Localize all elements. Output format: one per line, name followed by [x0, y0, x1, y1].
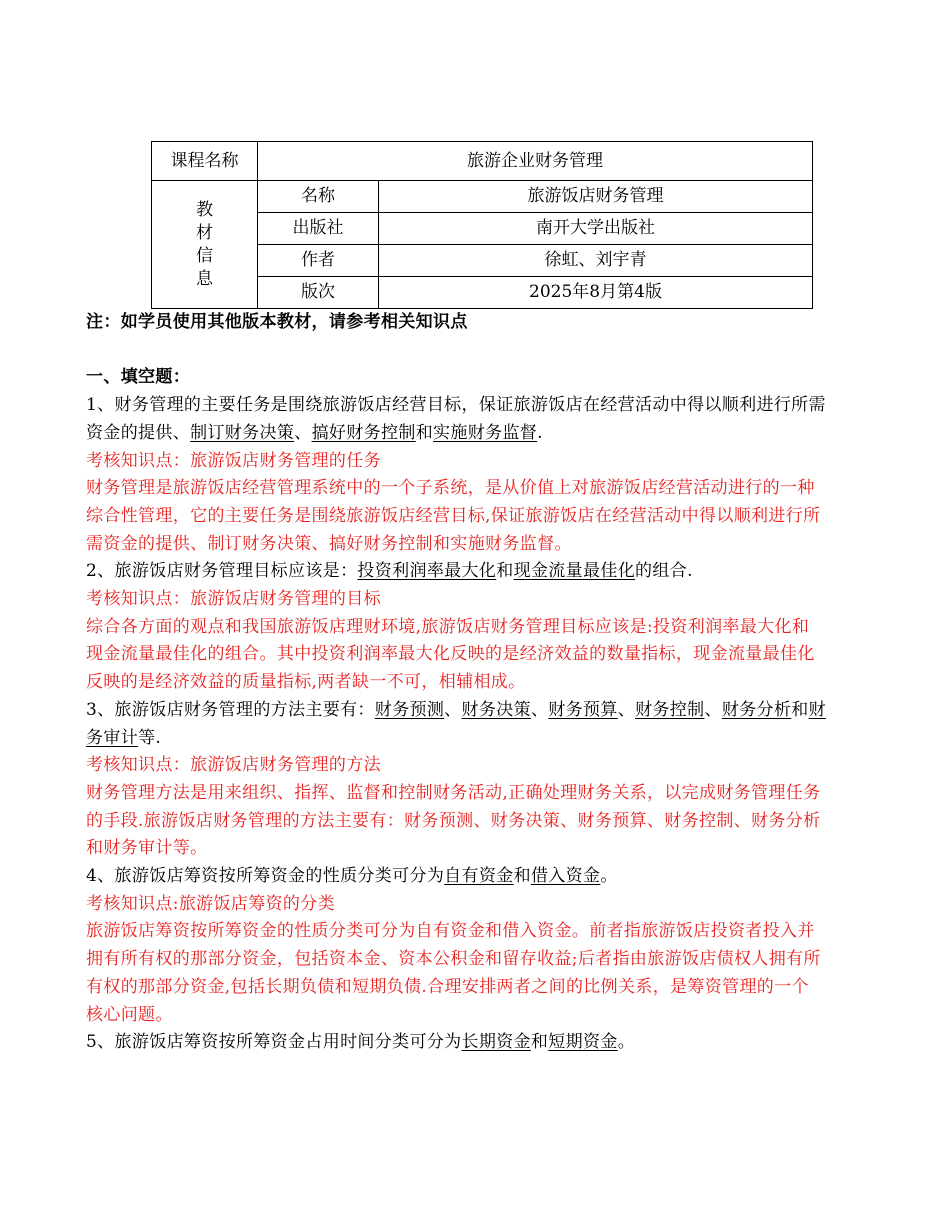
answer-blank: 财务预算	[548, 699, 618, 720]
answer-blank: 搞好财务控制	[311, 422, 416, 443]
knowledge-point-4: 考核知识点:旅游饭店筹资的分类	[86, 893, 335, 914]
explanation-line: 财务管理是旅游饭店经营管理系统中的一个子系统，是从价值上对旅游饭店经营活动进行的一种	[86, 478, 815, 499]
answer-blank: 实施财务监督	[433, 422, 538, 443]
answer-blank: 财务决策	[461, 699, 531, 720]
edition-value: 2025年8月第4版	[379, 277, 813, 309]
explanation-line: 财务管理方法是用来组织、指挥、监督和控制财务活动,正确处理财务关系，以完成财务管理任务	[86, 782, 821, 803]
textbook-name-value: 旅游饭店财务管理	[379, 181, 813, 213]
section-title: 一、填空题：	[86, 367, 191, 388]
answer-blank: 投资利润率最大化	[357, 561, 497, 582]
question-3-line-1: 3、旅游饭店财务管理的方法主要有：财务预测、财务决策、财务预算、财务控制、财务分析和财	[86, 699, 826, 720]
answer-blank: 借入资金	[530, 866, 601, 887]
question-4: 4、旅游饭店筹资按所筹资金的性质分类可分为自有资金和借入资金。	[86, 866, 618, 887]
explanation-line: 综合各方面的观点和我国旅游饭店理财环境,旅游饭店财务管理目标应该是:投资利润率最大化和	[86, 616, 810, 637]
question-5: 5、旅游饭店筹资按所筹资金占用时间分类可分为长期资金和短期资金。	[86, 1032, 636, 1053]
question-3-line-2: 务审计等.	[86, 727, 162, 748]
document-body	[86, 309, 886, 1057]
answer-blank: 财务控制	[635, 699, 705, 720]
answer-blank: 制订财务决策	[190, 422, 295, 443]
version-note: 注：如学员使用其他版本教材，请参考相关知识点	[86, 312, 468, 332]
explanation-line: 核心问题。	[86, 1004, 173, 1025]
answer-blank: 长期资金	[461, 1032, 531, 1053]
explanation-line: 综合性管理，它的主要任务是围绕旅游饭店经营目标,保证旅游饭店在经营活动中得以顺利进行所	[86, 505, 821, 526]
knowledge-point-3: 考核知识点：旅游饭店财务管理的方法	[86, 755, 381, 776]
answer-blank: 务审计	[86, 727, 139, 748]
edition-label: 版次	[258, 277, 379, 309]
question-1-line-2: 资金的提供、制订财务决策、搞好财务控制和实施财务监督.	[86, 422, 543, 443]
textbook-info-label: 教 材 信 息	[152, 181, 258, 309]
answer-blank: 短期资金	[548, 1032, 618, 1053]
question-2: 2、旅游饭店财务管理目标应该是：投资利润率最大化和现金流量最佳化的组合.	[86, 561, 693, 582]
publisher-value: 南开大学出版社	[379, 213, 813, 245]
explanation-line: 需资金的提供、制订财务决策、搞好财务控制和实施财务监督。	[86, 533, 572, 554]
answer-blank: 财	[808, 699, 826, 720]
answer-blank: 财务预测	[374, 699, 445, 720]
course-info-table	[151, 141, 813, 309]
explanation-line: 拥有所有权的那部分资金，包括资本金、资本公积金和留存收益;后者指由旅游饭店债权人拥有所	[86, 949, 821, 970]
explanation-line: 现金流量最佳化的组合。其中投资利润率最大化反映的是经济效益的数量指标，现金流量最佳化	[86, 644, 815, 665]
course-name-value: 旅游企业财务管理	[258, 142, 813, 181]
explanation-line: 旅游饭店筹资按所筹资金的性质分类可分为自有资金和借入资金。前者指旅游饭店投资者投入并	[86, 921, 815, 942]
knowledge-point-1: 考核知识点：旅游饭店财务管理的任务	[86, 450, 381, 471]
answer-blank: 现金流量最佳化	[513, 561, 636, 582]
author-value: 徐虹、刘宇青	[379, 245, 813, 277]
knowledge-point-2: 考核知识点：旅游饭店财务管理的目标	[86, 589, 381, 610]
answer-blank: 财务分析	[721, 699, 792, 720]
publisher-label: 出版社	[258, 213, 379, 245]
explanation-line: 反映的是经济效益的质量指标,两者缺一不可，相辅相成。	[86, 672, 526, 693]
author-label: 作者	[258, 245, 379, 277]
explanation-line: 的手段.旅游饭店财务管理的方法主要有：财务预测、财务决策、财务预算、财务控制、财务分析	[86, 810, 821, 831]
answer-blank: 自有资金	[444, 866, 514, 887]
question-1-line-1: 1、财务管理的主要任务是围绕旅游饭店经营目标，保证旅游饭店在经营活动中得以顺利进行所需	[86, 395, 826, 416]
explanation-line: 有权的那部分资金,包括长期负债和短期负债.合理安排两者之间的比例关系，是筹资管理的一个	[86, 976, 809, 997]
course-name-label: 课程名称	[152, 142, 258, 181]
explanation-line: 和财务审计等。	[86, 838, 208, 859]
textbook-name-label: 名称	[258, 181, 379, 213]
